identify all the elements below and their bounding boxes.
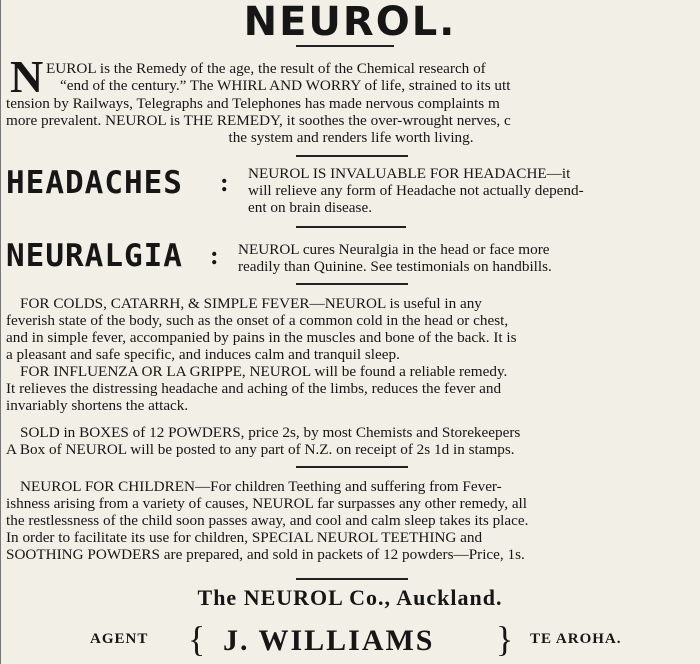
headaches-line: NEUROL IS INVALUABLE FOR HEADACHE—it (248, 165, 571, 182)
intro-line: “end of the century.” The WHIRL AND WORRY of life, strained to its utt (60, 77, 511, 94)
section-rule (296, 155, 408, 157)
children-line: In order to facilitate its use for children, SPECIAL NEUROL TEETHING and (6, 529, 483, 546)
advert-title: NEUROL. (243, 0, 457, 45)
children-line: SOOTHING POWDERS are prepared, and sold in packets of 12 powders—Price, 1s. (6, 546, 525, 563)
colds-line: FOR COLDS, CATARRH, & SIMPLE FEVER—NEUROL is useful in any (20, 295, 482, 312)
neuralgia-paragraph (238, 241, 552, 275)
intro-line: tension by Railways, Telegraphs and Telephones has made nervous complaints m (6, 95, 500, 112)
influenza-line: invariably shortens the attack. (6, 397, 189, 414)
colds-line: a pleasant and safe specific, and induces calm and tranquil sleep. (6, 346, 400, 363)
colds-paragraph (6, 295, 517, 363)
section-rule (296, 283, 408, 285)
intro-line: EUROL is the Remedy of the age, the result of the Chemical research of (46, 60, 486, 77)
agent-place: TE AROHA. (530, 631, 622, 647)
brace-close: } (496, 619, 514, 659)
intro-paragraph-top (46, 60, 510, 94)
children-paragraph (6, 478, 528, 563)
headaches-heading: HEADACHES (6, 165, 183, 201)
headaches-paragraph (248, 165, 584, 216)
headaches-line: will relieve any form of Headache not actually depend- (248, 182, 584, 199)
children-line: NEUROL FOR CHILDREN—For children Teething and suffering from Fever- (20, 478, 502, 495)
children-line: the restlessness of the child soon passes away, and cool and calm sleep takes its place. (6, 512, 529, 529)
intro-dropcap: N (10, 51, 44, 102)
colds-line: feverish state of the body, such as the onset of a common cold in the head or chest, (6, 312, 509, 329)
intro-line: the system and renders life worth living. (228, 129, 474, 146)
neuralgia-line: NEUROL cures Neuralgia in the head or face more (238, 241, 550, 258)
intro-paragraph-bottom (6, 95, 696, 146)
company-name: The NEUROL Co., Auckland. (197, 585, 503, 610)
section-rule (296, 226, 406, 228)
influenza-line: FOR INFLUENZA OR LA GRIPPE, NEUROL will be found a reliable remedy. (20, 363, 508, 380)
column-border (0, 0, 1, 664)
agent-label: AGENT (90, 631, 149, 647)
headaches-line: ent on brain disease. (248, 199, 372, 216)
influenza-line: It relieves the distressing headache and aching of the limbs, reduces the fever and (6, 380, 502, 397)
section-rule (296, 578, 408, 580)
children-line: ishness arising from a variety of causes, NEUROL far surpasses any other remedy, all (6, 495, 528, 512)
agent-name: J. WILLIAMS (223, 624, 435, 657)
section-rule (296, 466, 408, 468)
brace-open: { (188, 619, 206, 659)
sold-line: A Box of NEUROL will be posted to any part of N.Z. on receipt of 2s 1d in stamps. (6, 441, 515, 458)
title-rule (296, 45, 394, 47)
sold-line: SOLD in BOXES of 12 POWDERS, price 2s, by most Chemists and Storekeepers (20, 424, 521, 441)
intro-line: more prevalent. NEUROL is THE REMEDY, it soothes the over-wrought nerves, c (6, 112, 511, 129)
influenza-paragraph (6, 363, 507, 414)
neuralgia-heading: NEURALGIA (6, 238, 183, 274)
neuralgia-line: readily than Quinine. See testimonials on handbills. (238, 258, 552, 275)
neuralgia-colon: : (210, 241, 219, 270)
sold-paragraph (6, 424, 520, 458)
headaches-colon: : (220, 168, 229, 197)
colds-line: and in simple fever, accompanied by pains in the muscles and bone of the back. It is (6, 329, 517, 346)
